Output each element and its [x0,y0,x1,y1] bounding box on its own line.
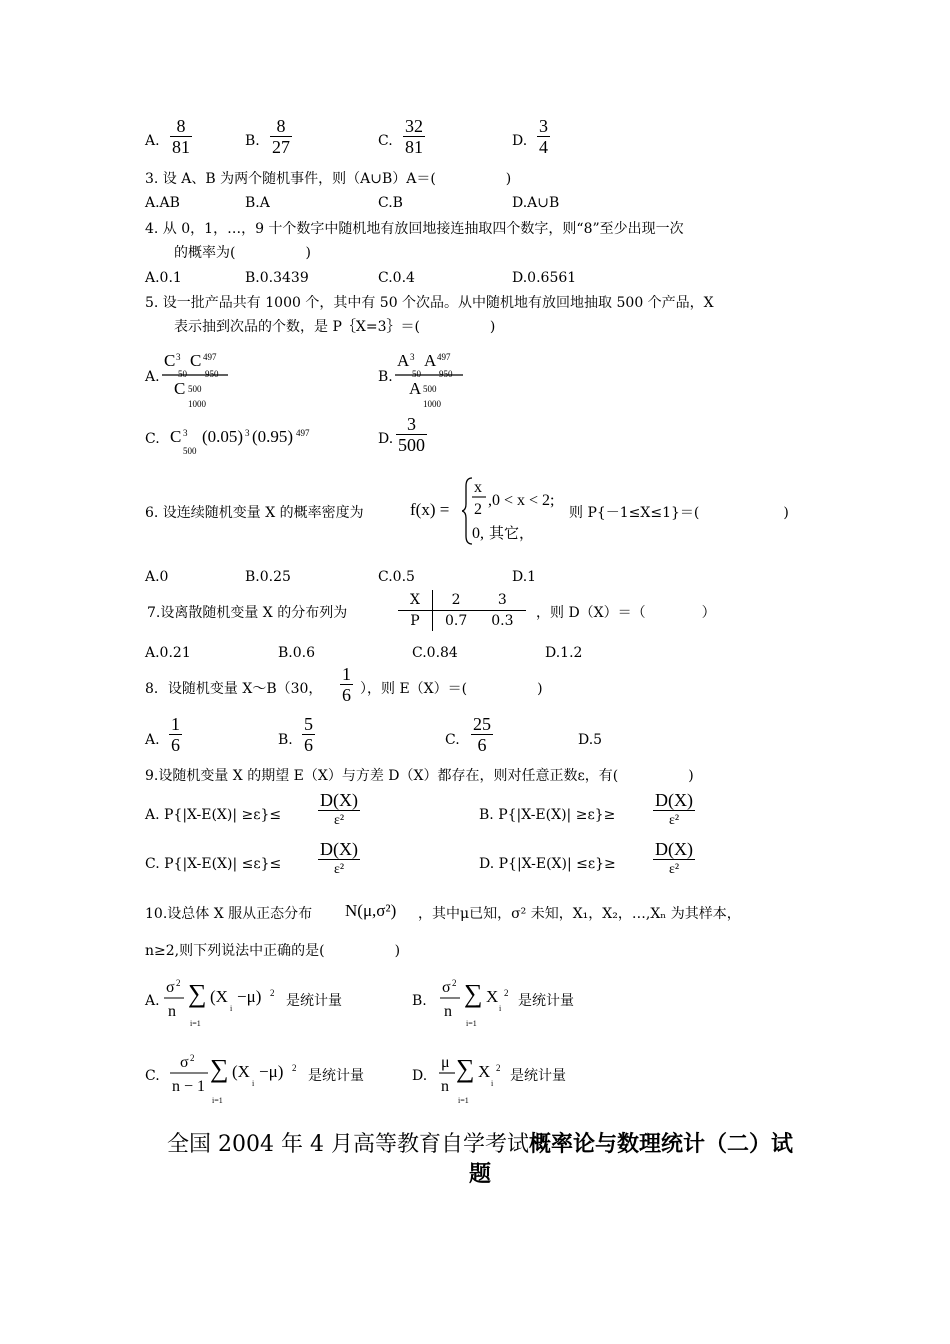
svg-text:−μ): −μ) [259,1062,284,1081]
question-8-start: 8．设随机变量 X～B（30， [145,681,323,697]
q4-option-c: C.0.4 [378,270,415,286]
question-5-line1: 5. 设一批产品共有 1000 个，其中有 50 个次品。从中随机地有放回地抽取 500 个产品，X [145,295,714,311]
svg-text:3: 3 [410,352,415,362]
svg-text:(0.05): (0.05) [202,427,244,446]
svg-text:−μ): −μ) [237,987,262,1006]
svg-text:A: A [397,351,410,370]
q10-option-a-text: 是统计量 [286,993,342,1009]
q8-option-a-fraction: 1 6 [171,714,180,755]
table-cell: 3 [497,592,507,608]
svg-text:C: C [190,351,202,370]
q10-option-d-text: 是统计量 [510,1068,566,1084]
q9-option-c-fraction: D(X) ε² [320,839,358,877]
q9-option-b-fraction: D(X) ε² [655,790,693,828]
svg-text:i=1: i=1 [458,1096,469,1105]
svg-text:2: 2 [504,988,509,998]
option-d-fraction: 3 4 [539,116,548,157]
q6-function: f(x) = [410,500,450,519]
option-b-fraction: 8 27 [272,116,290,157]
option-a-label: A. [145,133,160,149]
q7-distribution-table [398,590,526,631]
svg-text:1000: 1000 [423,399,441,409]
q7-option-b: B.0.6 [278,645,316,661]
svg-text:50: 50 [178,369,187,379]
table-cell: 2 [451,592,461,608]
q9-option-b: B. P{|X-E(X)| ≥ε}≥ [479,807,616,823]
svg-text:500: 500 [188,384,202,394]
svg-text:n: n [441,1078,449,1095]
svg-text:x: x [474,479,482,496]
svg-text:n − 1: n − 1 [172,1078,206,1095]
q9-option-a-fraction: D(X) ε² [320,790,358,828]
question-3: 3. 设 A、B 为两个随机事件，则（A∪B）A＝( ) [145,171,512,187]
svg-text:2: 2 [292,1063,297,1073]
question-10-start: 10.设总体 X 服从正态分布 [145,906,313,922]
q4-option-d: D.0.6561 [512,270,577,286]
table-cell: P [398,611,432,632]
q6-option-c: C.0.5 [378,569,415,585]
exam-title-plain: 全国 2004 年 4 月高等教育自学考试 [167,1132,529,1157]
q10-distribution: N(μ,σ²) [345,901,397,920]
svg-text:497: 497 [203,352,217,362]
svg-text:,0 < x < 2;: ,0 < x < 2; [488,492,555,509]
svg-text:C: C [164,351,176,370]
q5-option-a-label: A. [145,369,160,385]
q10-option-a-label: A. [145,993,160,1009]
q5-option-d-fraction: 3 500 [398,414,425,455]
q8-option-c-fraction: 25 6 [473,714,491,755]
svg-text:A: A [424,351,437,370]
q8-option-d: D.5 [578,732,603,748]
svg-text:其它，: 其它， [489,524,535,542]
q4-option-b: B.0.3439 [245,270,309,286]
svg-text:∑: ∑ [188,979,207,1008]
exam-title-line2: 题 [468,1162,491,1187]
svg-text:2: 2 [176,978,181,988]
svg-text:950: 950 [439,369,453,379]
question-6: 6. 设连续随机变量 X 的概率密度为 [145,505,364,521]
svg-text:3: 3 [176,352,181,362]
q6-option-d: D.1 [512,569,537,585]
svg-text:i: i [252,1079,255,1088]
q9-option-d: D. P{|X-E(X)| ≤ε}≥ [479,856,616,872]
q5-option-b-label: B. [378,369,393,385]
q5-option-a-formula [160,348,240,412]
q10-option-c-formula [166,1047,306,1109]
svg-text:497: 497 [437,352,451,362]
svg-text:i=1: i=1 [466,1019,477,1028]
svg-text:σ: σ [180,1054,189,1071]
svg-text:2: 2 [496,1063,501,1073]
svg-text:(X: (X [210,987,228,1006]
svg-text:C: C [174,379,186,398]
svg-text:2: 2 [270,988,275,998]
svg-text:σ: σ [166,979,175,996]
svg-text:2: 2 [452,978,457,988]
q5-option-d-label: D. [378,431,394,447]
q8-option-b-fraction: 5 6 [304,714,313,755]
q7-option-d: D.1.2 [545,645,583,661]
q9-option-a: A. P{|X-E(X)| ≥ε}≤ [145,807,282,823]
q6-option-b: B.0.25 [245,569,291,585]
option-b-label: B. [245,133,260,149]
svg-text:n: n [168,1003,176,1020]
q3-option-d: D.A∪B [512,195,560,211]
svg-text:A: A [409,379,422,398]
exam-title-bold: 概率论与数理统计（二）试 [528,1132,793,1157]
q8-probability-fraction: 1 6 [342,664,351,705]
q8-option-a-label: A. [145,732,160,748]
svg-text:i=1: i=1 [212,1096,223,1105]
q3-option-a: A.AB [145,195,180,211]
q5-option-b-formula [393,348,473,412]
table-cell: X [398,590,432,611]
svg-text:C: C [170,427,182,446]
q10-option-c-text: 是统计量 [308,1068,364,1084]
svg-text:∑: ∑ [210,1054,229,1083]
svg-text:1000: 1000 [188,399,206,409]
question-4-line1: 4. 从 0，1，…，9 十个数字中随机地有放回地接连抽取四个数字，则“8”至少出现一次 [145,221,684,237]
option-c-fraction: 32 81 [405,116,423,157]
q7-tail: ，则 D（X）＝（ ） [536,605,716,621]
question-5-line2: 表示抽到次品的个数，是 P｛X=3｝＝( ) [174,319,496,335]
svg-text:∑: ∑ [464,979,483,1008]
svg-text:n: n [444,1003,452,1020]
svg-text:500: 500 [183,446,197,456]
q8-option-b-label: B. [278,732,293,748]
question-10-line2: n≥2,则下列说法中正确的是( ) [145,943,401,959]
q10-option-b-label: B. [412,993,427,1009]
svg-text:(X: (X [232,1062,250,1081]
svg-text:500: 500 [423,384,437,394]
q5-option-c-formula [168,422,338,458]
svg-text:(0.95): (0.95) [252,427,294,446]
question-10-end: ，其中μ已知，σ² 未知，X₁，X₂，…,Xₙ 为其样本， [418,906,741,922]
svg-text:X: X [478,1062,491,1081]
q3-option-c: C.B [378,195,403,211]
svg-text:497: 497 [296,428,310,438]
q6-piecewise-density [462,474,570,548]
q7-option-c: C.0.84 [412,645,458,661]
q10-option-a-formula [160,972,290,1032]
svg-text:∑: ∑ [456,1054,475,1083]
svg-text:50: 50 [412,369,421,379]
question-7: 7.设离散随机变量 X 的分布列为 [147,605,348,621]
q5-option-c-label: C. [145,431,160,447]
q10-option-d-formula [436,1047,516,1109]
q6-tail: 则 P{－1≤X≤1}＝( ) [569,505,789,521]
svg-text:2: 2 [190,1053,195,1063]
svg-text:X: X [486,987,499,1006]
option-d-label: D. [512,133,528,149]
question-4-line2: 的概率为( ) [174,245,311,261]
q10-option-b-text: 是统计量 [518,993,574,1009]
table-cell: 0.3 [491,613,514,629]
svg-text:i: i [491,1079,494,1088]
q10-option-d-label: D. [412,1068,428,1084]
table-cell: 0.7 [444,613,468,629]
svg-text:i: i [499,1004,502,1013]
svg-text:3: 3 [183,428,188,438]
exam-title [150,1130,810,1190]
option-a-fraction: 8 81 [172,116,190,157]
q9-option-d-fraction: D(X) ε² [655,839,693,877]
q10-option-b-formula [436,972,526,1032]
q7-option-a: A.0.21 [145,645,191,661]
q6-option-a: A.0 [145,569,169,585]
svg-text:μ: μ [441,1054,450,1071]
q8-option-c-label: C. [445,732,460,748]
q3-option-b: B.A [245,195,270,211]
q4-option-a: A.0.1 [145,270,182,286]
svg-text:i=1: i=1 [190,1019,201,1028]
question-8-end: ），则 E（X）＝( ) [360,681,543,697]
svg-text:2: 2 [474,501,482,518]
q10-option-c-label: C. [145,1068,160,1084]
svg-text:i: i [230,1004,233,1013]
q9-option-c: C. P{|X-E(X)| ≤ε}≤ [145,856,282,872]
question-9: 9.设随机变量 X 的期望 E（X）与方差 D（X）都存在，则对任意正数ε，有( ) [145,768,694,784]
svg-text:3: 3 [245,428,250,438]
svg-text:σ: σ [442,979,451,996]
option-c-label: C. [378,133,393,149]
svg-text:0,: 0, [472,525,484,542]
svg-text:950: 950 [205,369,219,379]
